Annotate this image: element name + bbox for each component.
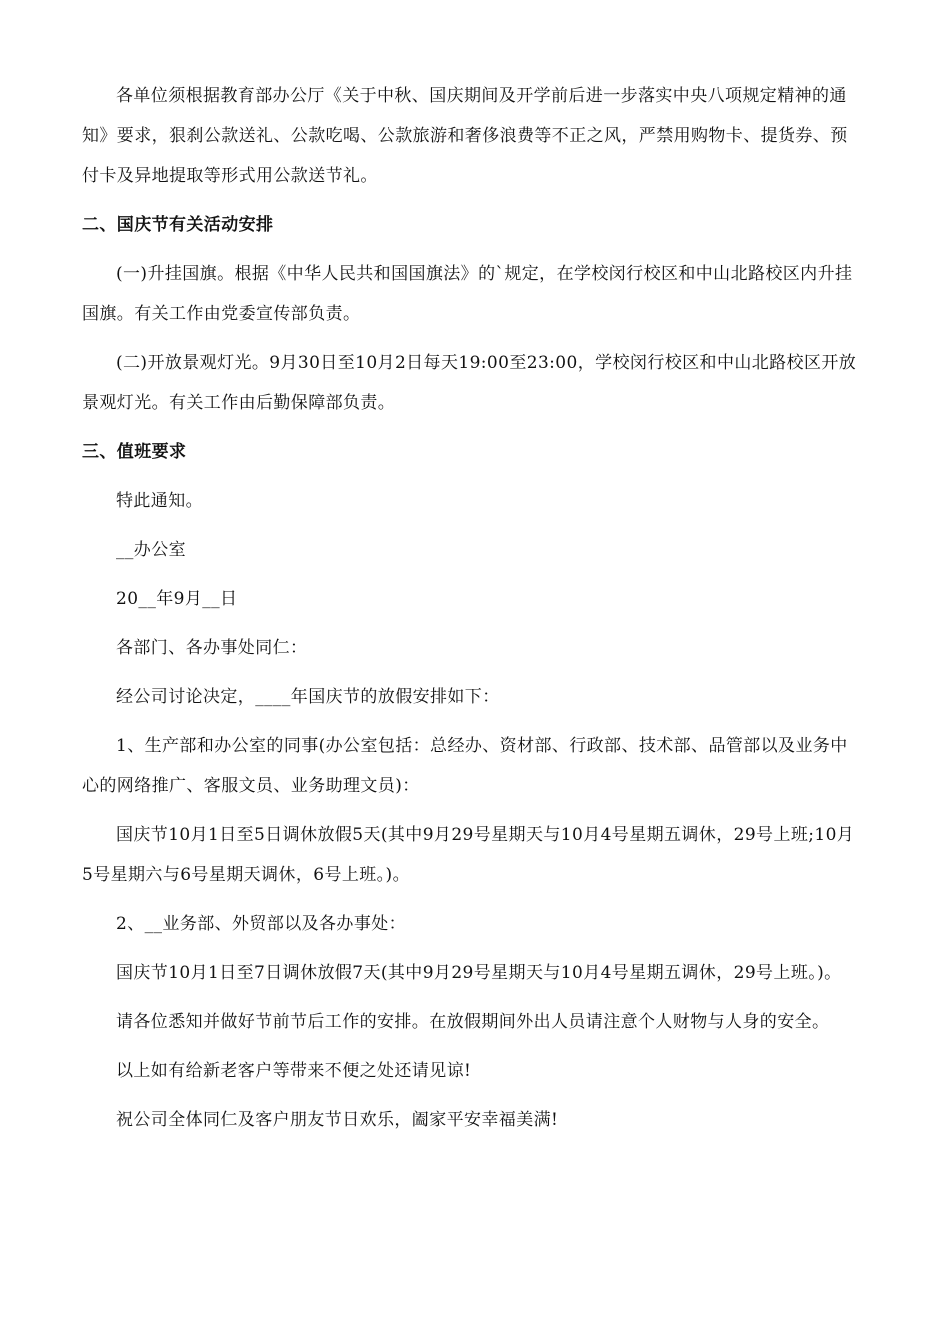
paragraph-apology: 以上如有给新老客户等带来不便之处还请见谅! xyxy=(116,1061,472,1081)
section-heading-duty: 三、值班要求 xyxy=(82,442,187,462)
signature-date: 20__年9月__日 xyxy=(116,589,238,609)
salutation: 各部门、各办事处同仁： xyxy=(116,638,308,658)
paragraph-notice-closing: 特此通知。 xyxy=(116,491,203,511)
paragraph-gift-ban: 各单位须根据教育部办公厅《关于中秋、国庆期间及开学前后进一步落实中央八项规定精神的通知》要求，狠刹公款送礼、公款吃喝、公款旅游和奢侈浪费等不正之风，严禁用购物卡、提货券、预付卡及异地提取等形式用公款送节礼。 xyxy=(82,86,848,186)
list-item-production-office: 1、生产部和办公室的同事(办公室包括：总经办、资材部、行政部、技术部、品管部以及业务中心的网络推广、客服文员、业务助理文员)： xyxy=(82,736,848,796)
paragraph-holiday-7-days: 国庆节10月1日至7日调休放假7天(其中9月29号星期天与10月4号星期五调休，29号上班。)。 xyxy=(116,963,842,983)
document-body xyxy=(82,76,862,1149)
paragraph-safety-reminder: 请各位悉知并做好节前节后工作的安排。在放假期间外出人员请注意个人财物与人身的安全。 xyxy=(116,1012,830,1032)
signature-office: __办公室 xyxy=(116,540,186,560)
section-heading-activities: 二、国庆节有关活动安排 xyxy=(82,215,274,235)
paragraph-flag-raising: (一)升挂国旗。根据《中华人民共和国国旗法》的`规定，在学校闵行校区和中山北路校区内升挂国旗。有关工作由党委宣传部负责。 xyxy=(82,264,853,324)
list-item-business-trade: 2、__业务部、外贸部以及各办事处： xyxy=(116,914,407,934)
paragraph-landscape-lights: (二)开放景观灯光。9月30日至10月2日每天19:00至23:00，学校闵行校区和中山北路校区开放景观灯光。有关工作由后勤保障部负责。 xyxy=(82,353,857,413)
paragraph-holiday-5-days: 国庆节10月1日至5日调休放假5天(其中9月29号星期天与10月4号星期五调休，29号上班;10月5号星期六与6号星期天调休，6号上班。)。 xyxy=(82,825,855,885)
paragraph-decision: 经公司讨论决定，____年国庆节的放假安排如下： xyxy=(116,687,500,707)
paragraph-wishes: 祝公司全体同仁及客户朋友节日欢乐，阖家平安幸福美满! xyxy=(116,1110,559,1130)
